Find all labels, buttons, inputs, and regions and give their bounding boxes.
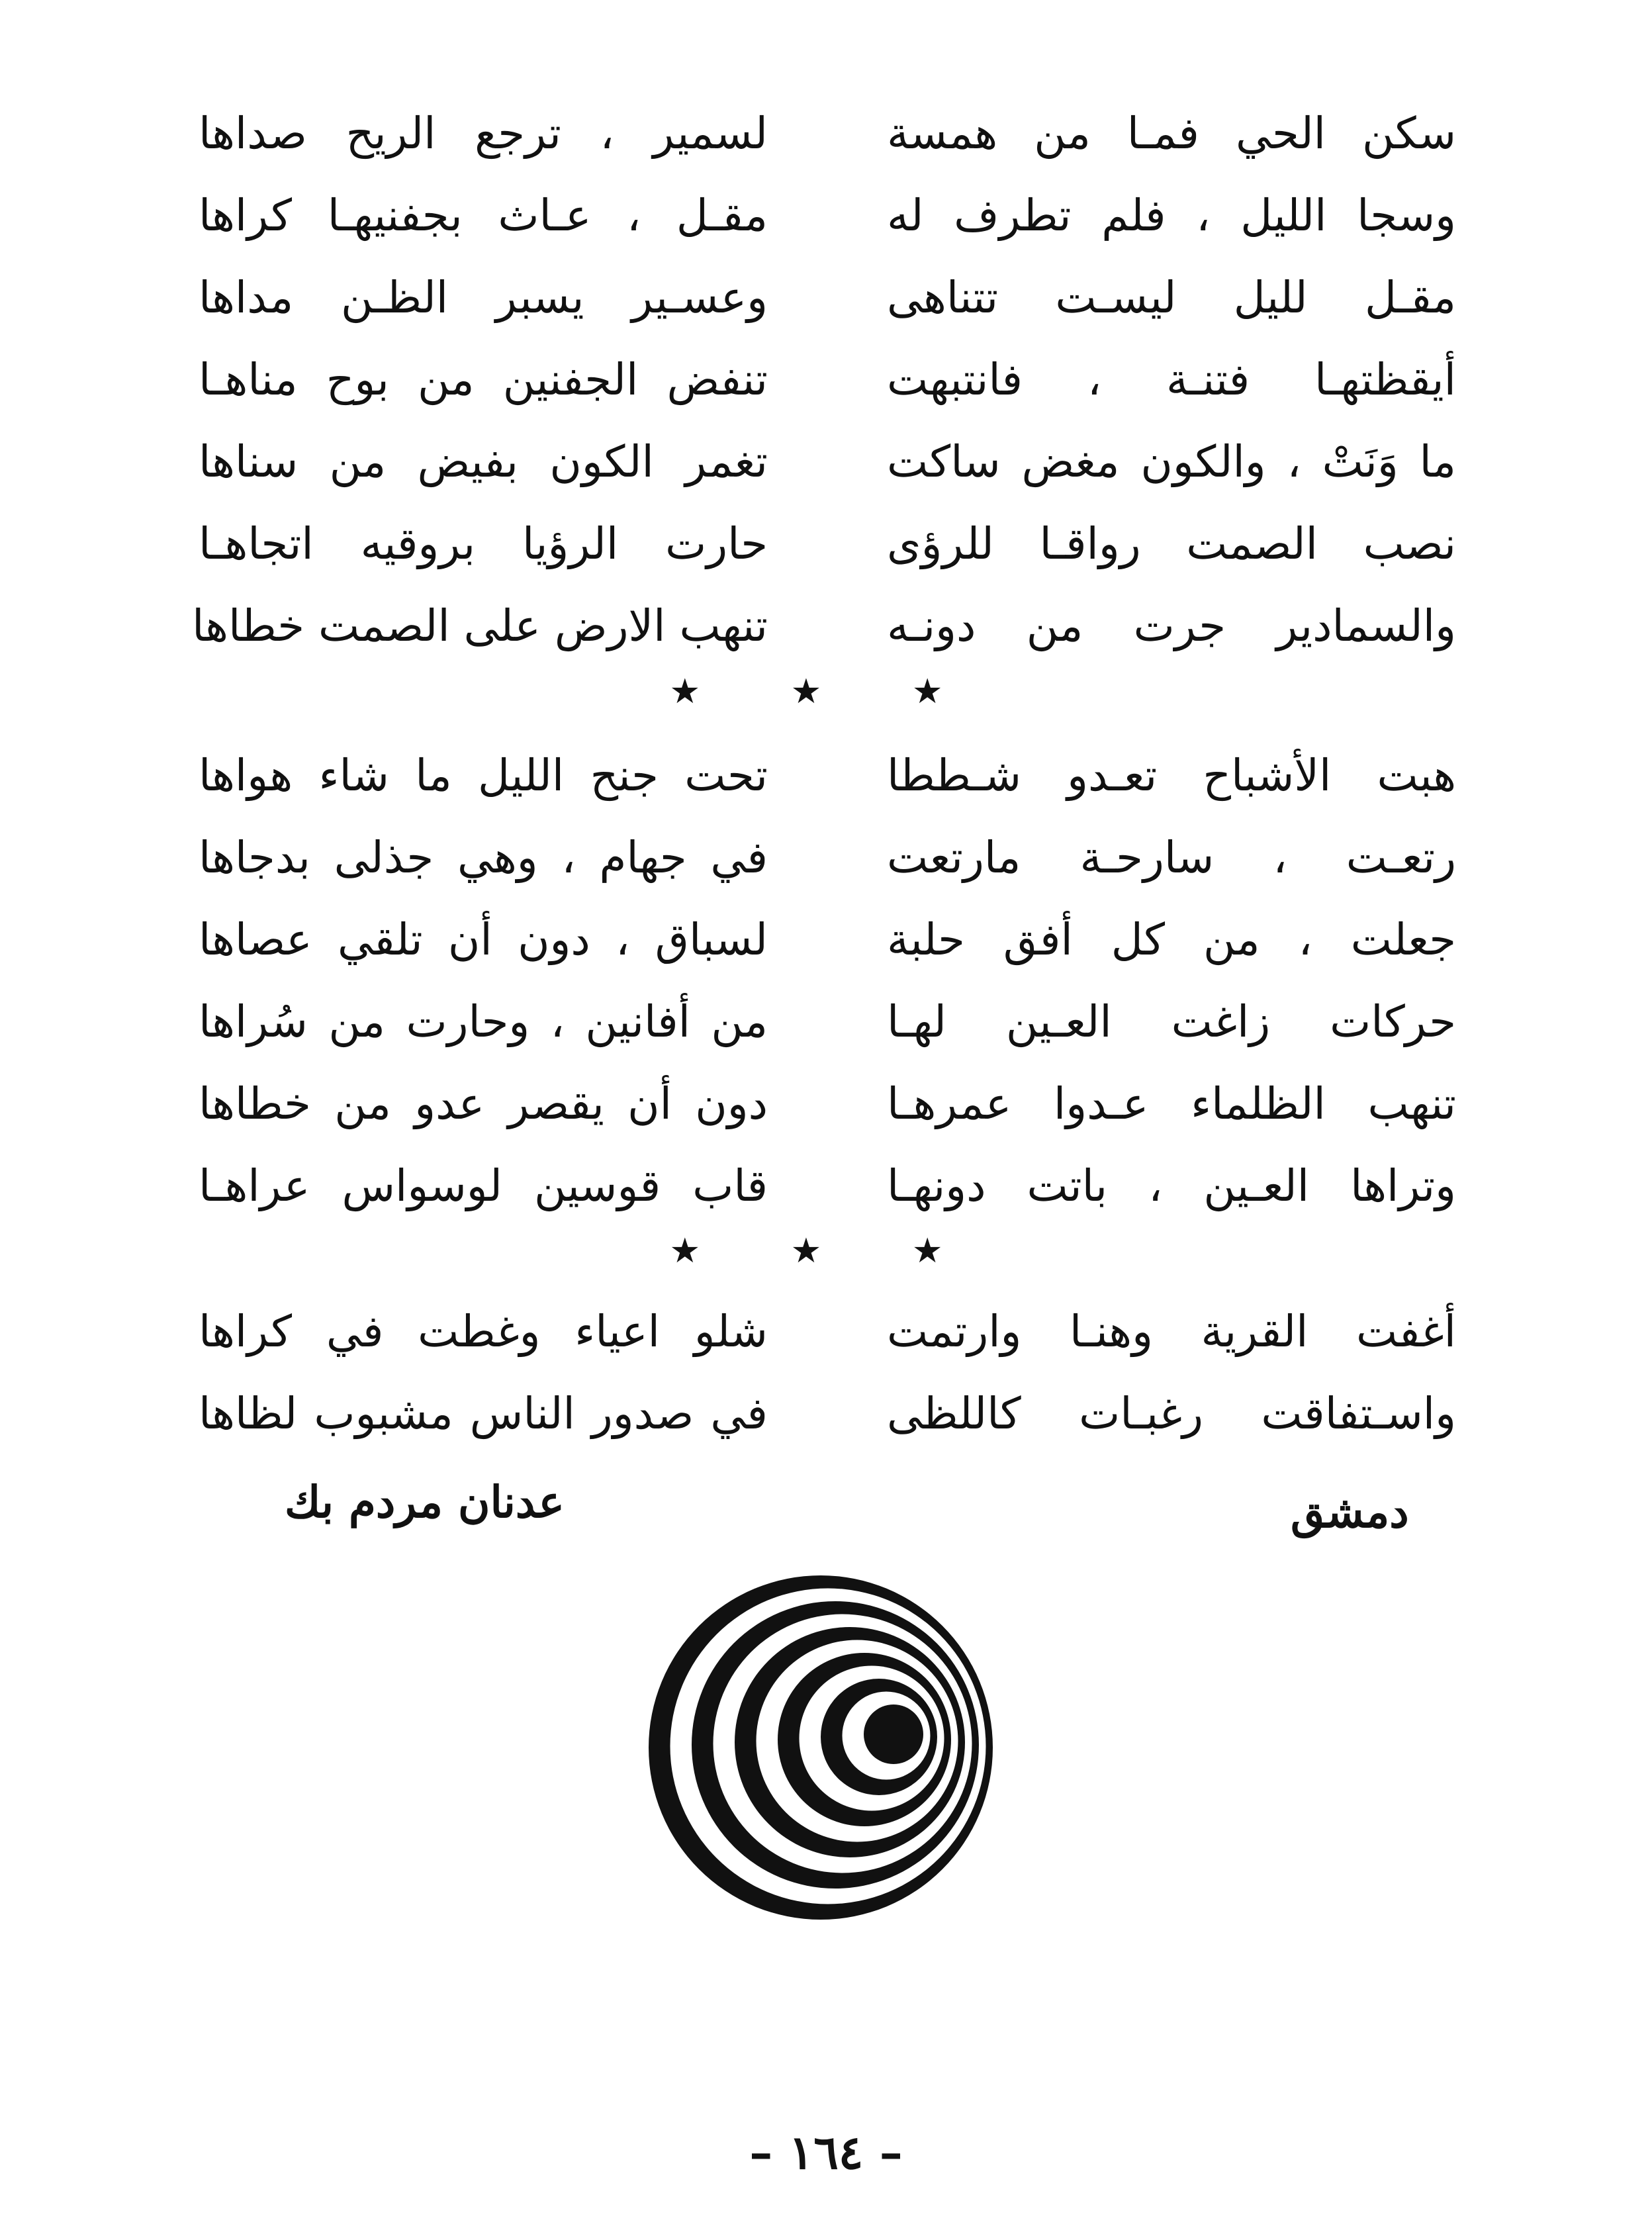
hemistich-left: مقـل ، عـاث بجفنيهـا كراها [199, 190, 768, 242]
hemistich-right: مقـل لليل ليسـت تتناهى [887, 272, 1456, 324]
hemistich-left: تنهب الارض على الصمت خطاها [192, 600, 768, 652]
verse-line [199, 981, 1456, 1063]
hemistich-left: قاب قوسين لوسواس عراهـا [199, 1160, 768, 1212]
verse-line [199, 1291, 1456, 1373]
verse-line [199, 93, 1456, 175]
hemistich-left: في جهام ، وهي جذلى بدجاها [199, 832, 768, 884]
hemistich-right: واسـتفاقت رغبـات كاللظى [887, 1388, 1456, 1440]
verse-line [199, 503, 1456, 585]
verse-line [199, 899, 1456, 981]
hemistich-left: وعسـير يسبر الظـن مداها [199, 272, 768, 324]
hemistich-right: أيقظتهـا فتنـة ، فانتبهت [887, 354, 1456, 406]
hemistich-left: لسباق ، دون أن تلقي عصاها [199, 914, 768, 966]
hemistich-left: تغمر الكون بفيض من سناها [199, 436, 768, 488]
hemistich-right: أغفت القرية وهنـا وارتمت [887, 1306, 1456, 1358]
hemistich-left: شلو اعياء وغطت في كراها [199, 1306, 768, 1358]
page-number: – ١٦٤ – [749, 2125, 903, 2180]
hemistich-left: دون أن يقصر عدو من خطاها [199, 1078, 768, 1130]
separator-stars: ★ ★ ★ [669, 672, 983, 712]
hemistich-left: لسمير ، ترجع الريح صداها [199, 108, 768, 160]
hemistich-left: تحت جنح الليل ما شاء هواها [199, 750, 768, 802]
hemistich-right: والسمادير جرت من دونـه [887, 600, 1456, 652]
hemistich-right: رتعـت ، سارحـة مارتعت [887, 832, 1456, 884]
signature-author: عدنان مردم بك [285, 1476, 565, 1528]
verse-line [199, 735, 1456, 817]
hemistich-right: وسجا الليل ، فلم تطرف له [887, 190, 1456, 242]
verse-line [199, 1063, 1456, 1145]
hemistich-left: حارت الرؤيا بروقيه اتجاهـا [199, 518, 768, 570]
verse-line [199, 421, 1456, 503]
stanza-2 [199, 735, 1456, 1227]
hemistich-left: تنفض الجفنين من بوح مناهـا [199, 354, 768, 406]
verse-line [199, 257, 1456, 339]
spiral-ornament [635, 1562, 1006, 1933]
verse-line [199, 339, 1456, 421]
hemistich-right: هبت الأشباح تعـدو شـططا [887, 750, 1456, 802]
verse-line [199, 1373, 1456, 1455]
signature-place: دمشق [1291, 1486, 1409, 1538]
hemistich-right: جعلت ، من كل أفق حلبة [887, 914, 1456, 966]
hemistich-right: حركات زاغت العـين لهـا [887, 996, 1456, 1048]
hemistich-right: نصب الصمت رواقـا للرؤى [887, 518, 1456, 570]
separator-stars: ★ ★ ★ [669, 1231, 983, 1271]
verse-line [199, 175, 1456, 257]
verse-line [199, 1145, 1456, 1227]
verse-line [192, 585, 1456, 667]
spiral-ring [864, 1704, 923, 1764]
stanza-1 [192, 93, 1456, 667]
hemistich-right: تنهب الظلماء عـدوا عمرهـا [887, 1078, 1456, 1130]
hemistich-right: سكن الحي فمـا من همسة [887, 108, 1456, 160]
hemistich-right: وتراها العـين ، باتت دونهـا [887, 1160, 1456, 1212]
hemistich-right: ما وَنَتْ ، والكون مغض ساكت [887, 436, 1456, 488]
verse-line [199, 817, 1456, 899]
stanza-3 [199, 1291, 1456, 1455]
hemistich-left: في صدور الناس مشبوب لظاها [199, 1388, 768, 1440]
hemistich-left: من أفانين ، وحارت من سُراها [199, 996, 768, 1048]
